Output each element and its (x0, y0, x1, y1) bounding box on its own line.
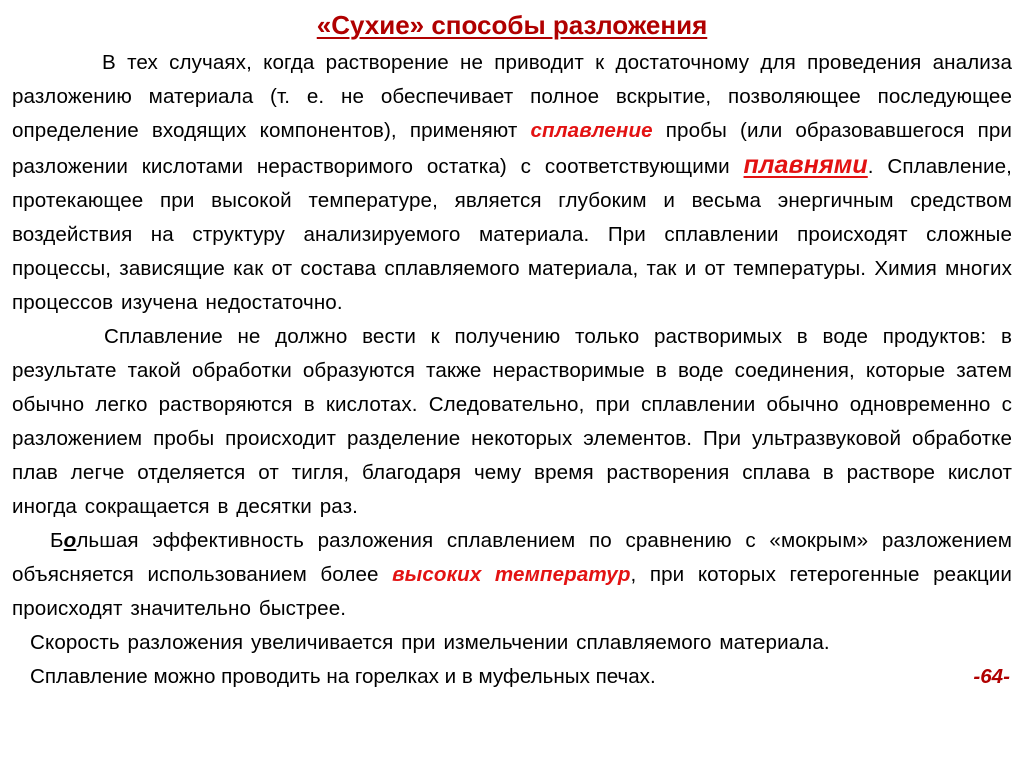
slide-title-text: «Сухие» способы разложения (316, 10, 708, 40)
slide-title (0, 8, 1024, 42)
page-number: -64- (973, 665, 1010, 688)
paragraph-1 (12, 46, 1012, 320)
term-splavlenie: сплавление (530, 119, 653, 142)
slide-body (12, 46, 1012, 694)
paragraph-5: Сплавление можно проводить на горелках и в муфельных печах. (30, 665, 656, 688)
paragraph-4: Скорость разложения увеличивается при измельчении сплавляемого материала. (30, 631, 830, 654)
paragraph-3 (12, 524, 1012, 626)
paragraph-2: Сплавление не должно вести к получению только растворимых в воде продуктов: в результате такой обработки образуются также нерастворимые в воде соединения, которые затем обычно легко растворяются в кислотах. Следовательно, при сплавлении обычно одновременно с разложением пробы происходит разделение некоторых элементов. При ультразвуковой обработке плав легче отделяется от тигля, благодаря чему время растворения сплава в растворе кислот иногда сокращается в десятки раз. (12, 325, 1012, 518)
last-line (12, 660, 1012, 694)
paragraph-3-text-a: Б (50, 529, 64, 552)
paragraph-1-text-b: пробы (или образовавшегося при разложении кислотами нерастворимого остатка) с соответствующими (12, 119, 1012, 178)
paragraph-1-text-c: . Сплавление, протекающее при высокой температуре, является глубоким и весьма энергичным средством воздействия на структуру анализируемого материала. При сплавлении происходят сложные процессы, зависящие как от состава сплавляемого материала, так и от температуры. Химия многих процессов изучена недостаточно. (12, 155, 1012, 314)
paragraph-3-text-b: льшая эффективность разложения сплавлением по сравнению с «мокрым» разложением объясняется использованием более (12, 529, 1012, 586)
paragraph-1-text-a: В тех случаях, когда растворение не приводит к достаточному для проведения анализа разложению материала (т. е. не обеспечивает полное вскрытие, позволяющее последующее определение входящих компонентов), применяют (12, 51, 1012, 142)
term-high-temperatures: высоких температур (392, 563, 631, 586)
stressed-letter: о (63, 529, 77, 552)
term-plavni: плавнями (743, 151, 868, 179)
paragraph-3-text-c: , при которых гетерогенные реакции происходят значительно быстрее. (12, 563, 1012, 620)
